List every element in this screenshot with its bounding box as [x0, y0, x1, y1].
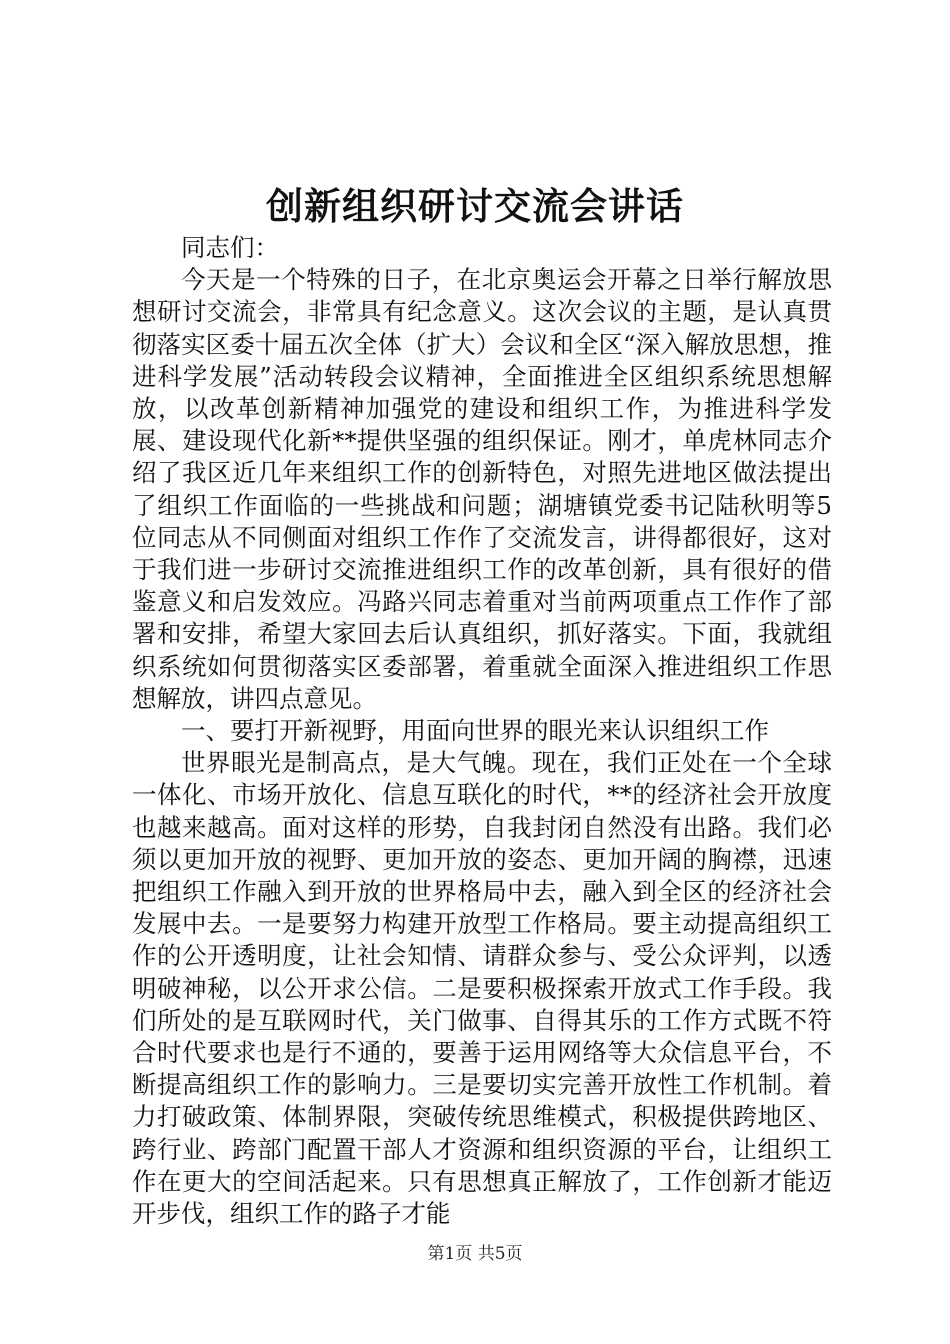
opening-paragraph: 今天是一个特殊的日子，在北京奥运会开幕之日举行解放思想研讨交流会，非常具有纪念意义。这次会议的主题，是认真贯彻落实区委十届五次全体（扩大）会议和全区“深入解放思想，推进科学发展”活动转段会议精神，全面推进全区组织系统思想解放，以改革创新精神加强党的建设和组织工作，为推进科学发展、建设现代化新**提供坚强的组织保证。刚才，单虎林同志介绍了我区近几年来组织工作的创新特色，对照先进地区做法提出了组织工作面临的一些挑战和问题；湖塘镇党委书记陆秋明等5位同志从不同侧面对组织工作作了交流发言，讲得都很好，这对于我们进一步研讨交流推进组织工作的改革创新，具有很好的借鉴意义和启发效应。冯路兴同志着重对当前两项重点工作作了部署和安排，希望大家回去后认真组织，抓好落实。下面，我就组织系统如何贯彻落实区委部署，着重就全面深入推进组织工作思想解放，讲四点意见。: [132, 265, 832, 713]
section-1-paragraph: 世界眼光是制高点，是大气魄。现在，我们正处在一个全球一体化、市场开放化、信息互联化的时代，**的经济社会开放度也越来越高。面对这样的形势，自我封闭自然没有出路。我们必须以更加开放的视野、更加开放的姿态、更加开阔的胸襟，迅速把组织工作融入到开放的世界格局中去，融入到全区的经济社会发展中去。一是要努力构建开放型工作格局。要主动提高组织工作的公开透明度，让社会知情、请群众参与、受公众评判，以透明破神秘，以公开求公信。二是要积极探索开放式工作手段。我们所处的是互联网时代，关门做事、自得其乐的工作方式既不符合时代要求也是行不通的，要善于运用网络等大众信息平台，不断提高组织工作的影响力。三是要切实完善开放性工作机制。着力打破政策、体制界限，突破传统思维模式，积极提供跨地区、跨行业、跨部门配置干部人才资源和组织资源的平台，让组织工作在更大的空间活起来。只有思想真正解放了，工作创新才能迈开步伐，组织工作的路子才能: [132, 748, 832, 1229]
document-body: [132, 232, 832, 1230]
section-heading-1: 一、要打开新视野，用面向世界的眼光来认识组织工作: [181, 716, 769, 746]
salutation-paragraph: 同志们：: [181, 233, 279, 262]
document-title: 创新组织研讨交流会讲话: [266, 184, 684, 228]
page-number: 第1页 共5页: [427, 1244, 523, 1264]
